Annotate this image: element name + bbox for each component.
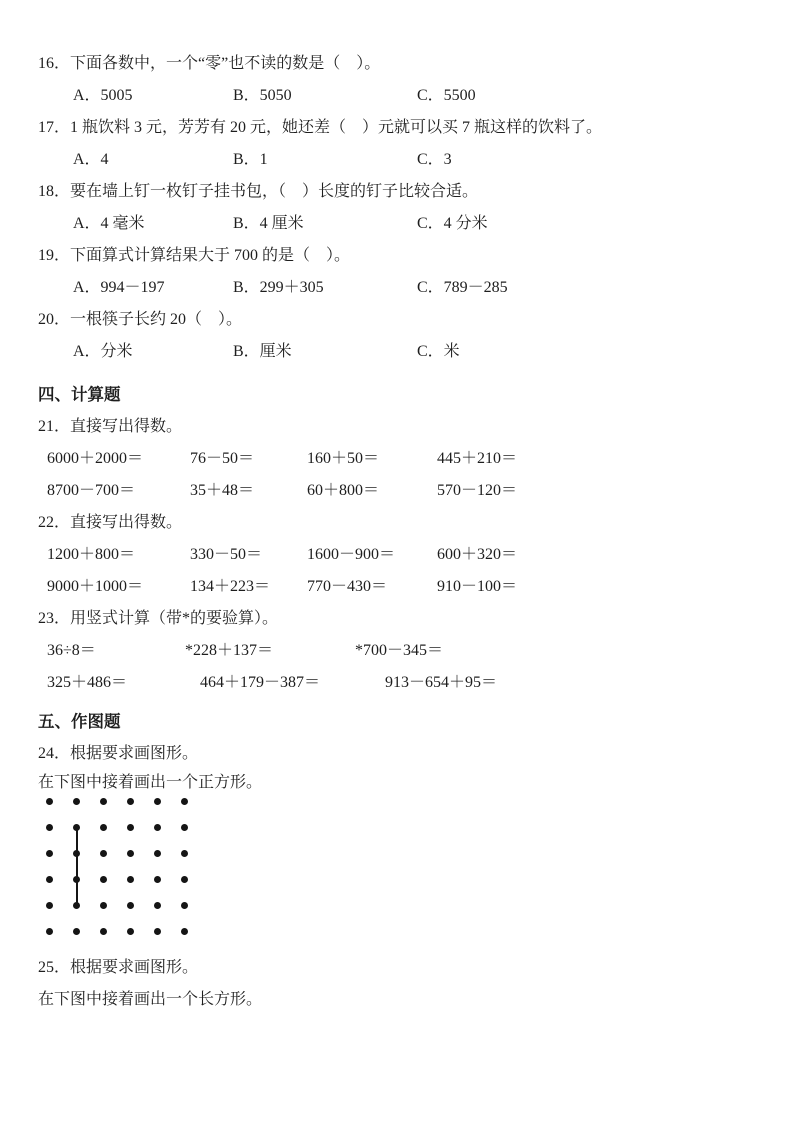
equation-cell: 160＋50＝	[307, 450, 380, 467]
grid-dot	[154, 876, 161, 883]
question-23-row-1	[38, 635, 753, 667]
equation-cell: *228＋137＝	[185, 642, 274, 659]
question-25-title: 25．根据要求画图形。	[38, 959, 199, 976]
grid-dot	[181, 798, 188, 805]
equation-cell: 570－120＝	[437, 482, 518, 499]
question-22-row-1	[38, 539, 753, 571]
grid-dot	[127, 850, 134, 857]
grid-dot	[100, 928, 107, 935]
grid-dot	[46, 928, 53, 935]
grid-dot	[127, 928, 134, 935]
grid-dot	[154, 902, 161, 909]
equation-cell: 36÷8＝	[47, 642, 96, 659]
grid-dot	[46, 850, 53, 857]
section-5-heading: 五、作图题	[38, 712, 121, 731]
grid-dot	[127, 798, 134, 805]
drawn-line-segment	[76, 828, 78, 906]
question-19-option-a: A．994－197	[73, 279, 165, 296]
question-17-option-a: A．4	[73, 151, 109, 168]
equation-cell: 445＋210＝	[437, 450, 518, 467]
grid-dot	[181, 824, 188, 831]
question-16-stem: 16．下面各数中，一个“零”也不读的数是（ ）。	[38, 55, 381, 72]
question-21-title: 21．直接写出得数。	[38, 418, 183, 435]
question-16-option-b: B．5050	[233, 87, 292, 104]
grid-dot	[127, 876, 134, 883]
grid-dot	[46, 876, 53, 883]
equation-cell: 6000＋2000＝	[47, 450, 144, 467]
question-24-title: 24．根据要求画图形。	[38, 745, 199, 762]
question-18-option-a: A．4 毫米	[73, 215, 145, 232]
equation-cell: 600＋320＝	[437, 546, 518, 563]
grid-dot	[100, 902, 107, 909]
equation-cell: 76－50＝	[190, 450, 255, 467]
equation-cell: 910－100＝	[437, 578, 518, 595]
equation-cell: 134＋223＝	[190, 578, 271, 595]
equation-cell: *700－345＝	[355, 642, 444, 659]
equation-cell: 60＋800＝	[307, 482, 380, 499]
equation-cell: 9000＋1000＝	[47, 578, 144, 595]
grid-dot	[127, 824, 134, 831]
grid-dot	[127, 902, 134, 909]
section-4-heading: 四、计算题	[38, 385, 121, 404]
question-19-options	[38, 272, 753, 304]
question-18-stem: 18．要在墙上钉一枚钉子挂书包，（ ）长度的钉子比较合适。	[38, 183, 479, 200]
question-19-option-b: B．299＋305	[233, 279, 324, 296]
question-17-option-b: B．1	[233, 151, 268, 168]
question-16-option-a: A．5005	[73, 87, 133, 104]
grid-dot	[181, 928, 188, 935]
grid-dot	[46, 824, 53, 831]
question-20-stem: 20．一根筷子长约 20（ ）。	[38, 311, 243, 328]
grid-dot	[181, 850, 188, 857]
question-17-option-c: C．3	[417, 151, 452, 168]
question-23-title: 23．用竖式计算（带*的要验算）。	[38, 610, 279, 627]
question-17-options	[38, 144, 753, 176]
question-25-instruction: 在下图中接着画出一个长方形。	[38, 991, 263, 1008]
grid-dot	[154, 824, 161, 831]
equation-cell: 464＋179－387＝	[200, 674, 321, 691]
question-19-option-c: C．789－285	[417, 279, 508, 296]
question-22-row-2	[38, 571, 753, 603]
equation-cell: 770－430＝	[307, 578, 388, 595]
grid-dot	[100, 824, 107, 831]
grid-dot	[100, 850, 107, 857]
grid-dot	[154, 928, 161, 935]
equation-cell: 913－654＋95＝	[385, 674, 498, 691]
question-23-row-2	[38, 667, 753, 699]
question-19-stem: 19．下面算式计算结果大于 700 的是（ ）。	[38, 247, 351, 264]
grid-dot	[46, 798, 53, 805]
grid-dot	[181, 876, 188, 883]
grid-dot	[46, 902, 53, 909]
question-18-option-c: C．4 分米	[417, 215, 488, 232]
grid-dot	[73, 798, 80, 805]
equation-cell: 325＋486＝	[47, 674, 128, 691]
question-20-options	[38, 336, 753, 368]
equation-cell: 35＋48＝	[190, 482, 255, 499]
question-16-option-c: C．5500	[417, 87, 476, 104]
question-24-instruction: 在下图中接着画出一个正方形。	[38, 774, 263, 791]
grid-dot	[154, 850, 161, 857]
question-17-stem: 17．1 瓶饮料 3 元，芳芳有 20 元，她还差（ ）元就可以买 7 瓶这样的饮料了。	[38, 119, 603, 136]
grid-dot	[181, 902, 188, 909]
question-18-options	[38, 208, 753, 240]
grid-dot	[73, 928, 80, 935]
equation-cell: 330－50＝	[190, 546, 263, 563]
equation-cell: 1200＋800＝	[47, 546, 136, 563]
question-22-title: 22．直接写出得数。	[38, 514, 183, 531]
question-18-option-b: B．4 厘米	[233, 215, 304, 232]
question-20-option-c: C．米	[417, 343, 460, 360]
question-21-row-2	[38, 475, 753, 507]
equation-cell: 1600－900＝	[307, 546, 396, 563]
grid-dot	[100, 798, 107, 805]
question-21-row-1	[38, 443, 753, 475]
grid-dot	[154, 798, 161, 805]
question-20-option-a: A．分米	[73, 343, 133, 360]
equation-cell: 8700－700＝	[47, 482, 136, 499]
question-20-option-b: B．厘米	[233, 343, 292, 360]
grid-dot	[100, 876, 107, 883]
question-16-options	[38, 80, 753, 112]
dot-grid	[46, 798, 216, 938]
